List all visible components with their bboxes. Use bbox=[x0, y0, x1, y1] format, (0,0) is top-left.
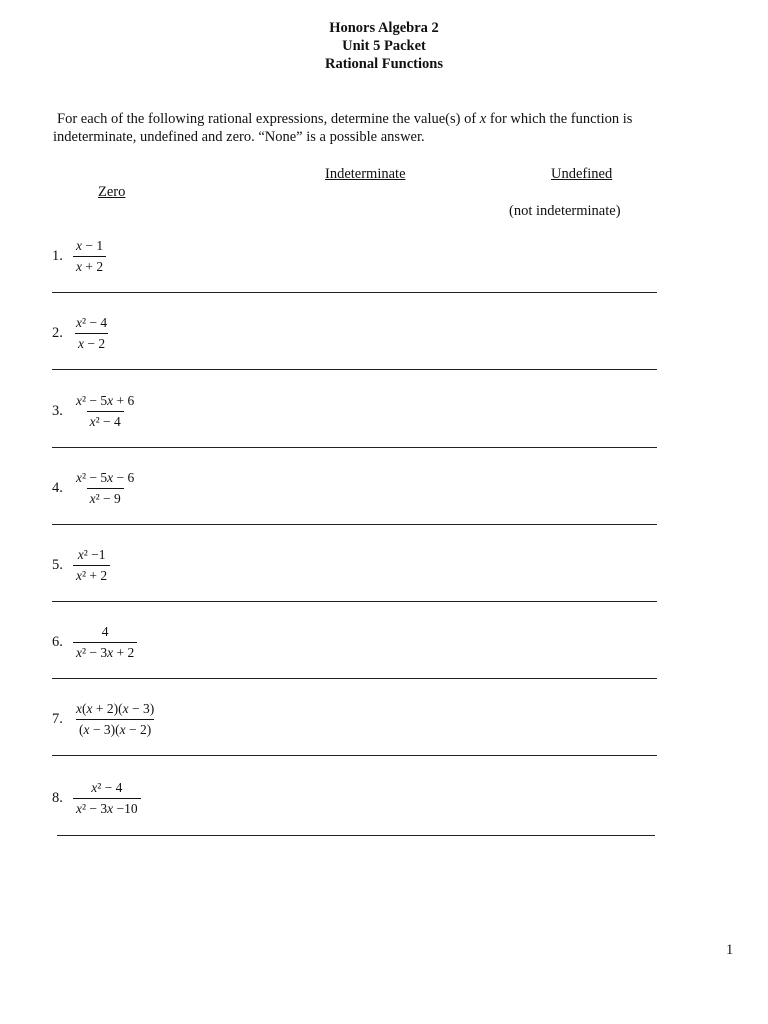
page-number: 1 bbox=[726, 942, 734, 958]
rational-expression bbox=[73, 624, 137, 661]
answer-line bbox=[52, 755, 657, 756]
denominator: x² − 9 bbox=[87, 488, 124, 507]
problem-number: 5. bbox=[52, 557, 63, 573]
denominator: x² + 2 bbox=[73, 565, 110, 584]
numerator: 4 bbox=[101, 624, 109, 639]
problem-number: 2. bbox=[52, 325, 63, 341]
problem-4 bbox=[52, 470, 662, 530]
numerator: x(x + 2)(x − 3) bbox=[76, 701, 155, 716]
denominator: x² − 3x −10 bbox=[73, 798, 141, 817]
undefined-note: (not indeterminate) bbox=[509, 203, 621, 219]
title-topic: Rational Functions bbox=[324, 56, 444, 72]
title-course: Honors Algebra 2 bbox=[329, 20, 439, 36]
problem-number: 6. bbox=[52, 634, 63, 650]
answer-line bbox=[52, 447, 657, 448]
denominator: x − 2 bbox=[75, 333, 108, 352]
rational-expression bbox=[73, 547, 110, 584]
rational-expression bbox=[73, 393, 137, 430]
rational-expression bbox=[73, 701, 157, 738]
column-header-indeterminate: Indeterminate bbox=[325, 166, 406, 182]
answer-line bbox=[52, 601, 657, 602]
numerator: x² −1 bbox=[77, 547, 106, 562]
instructions bbox=[53, 110, 703, 146]
denominator: x² − 4 bbox=[87, 411, 124, 430]
answer-line bbox=[52, 369, 657, 370]
problem-number: 4. bbox=[52, 480, 63, 496]
rational-expression bbox=[73, 470, 137, 507]
document-title bbox=[0, 19, 768, 73]
answer-line bbox=[52, 678, 657, 679]
problem-5 bbox=[52, 547, 662, 607]
answer-line bbox=[52, 524, 657, 525]
problem-1 bbox=[52, 238, 662, 298]
rational-expression bbox=[73, 315, 110, 352]
numerator: x² − 5x + 6 bbox=[76, 393, 135, 408]
column-header-undefined: Undefined bbox=[551, 166, 613, 182]
answer-line bbox=[52, 292, 657, 293]
denominator: (x − 3)(x − 2) bbox=[76, 719, 154, 738]
problem-number: 1. bbox=[52, 248, 63, 264]
problem-7 bbox=[52, 701, 662, 761]
title-unit: Unit 5 Packet bbox=[342, 38, 426, 54]
numerator: x² − 4 bbox=[91, 780, 123, 795]
column-header-zero: Zero bbox=[98, 184, 126, 200]
numerator: x² − 4 bbox=[76, 315, 108, 330]
numerator: x − 1 bbox=[76, 238, 104, 253]
problem-number: 7. bbox=[52, 711, 63, 727]
denominator: x + 2 bbox=[73, 256, 106, 275]
problem-2 bbox=[52, 315, 662, 375]
problem-6 bbox=[52, 624, 662, 684]
problem-8 bbox=[52, 780, 662, 840]
rational-expression bbox=[73, 238, 106, 275]
denominator: x² − 3x + 2 bbox=[73, 642, 137, 661]
answer-line bbox=[57, 835, 655, 836]
problem-3 bbox=[52, 393, 662, 453]
problem-number: 8. bbox=[52, 790, 63, 806]
instructions-line-2: indeterminate, undefined and zero. “None” is a possible answer. bbox=[53, 129, 425, 145]
problem-number: 3. bbox=[52, 403, 63, 419]
numerator: x² − 5x − 6 bbox=[76, 470, 135, 485]
variable-x: x bbox=[479, 111, 487, 127]
instructions-line-1: For each of the following rational expressions, determine the value(s) of x for which the function is bbox=[57, 111, 633, 127]
rational-expression bbox=[73, 780, 141, 817]
